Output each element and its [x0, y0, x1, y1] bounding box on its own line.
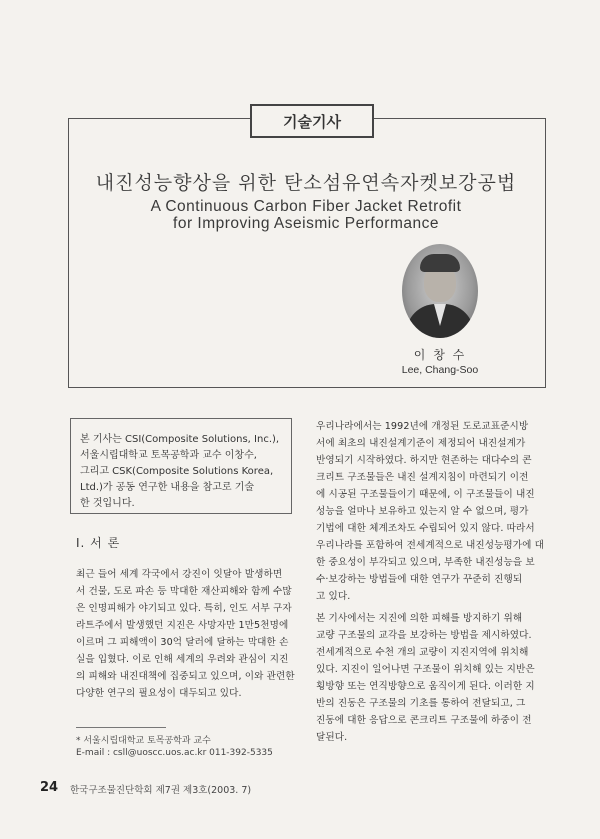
- body-line: 이르며 그 피해액이 30억 달러에 달하는 막대한 손: [76, 637, 289, 648]
- body-line: 달된다.: [316, 732, 348, 743]
- body-line: 다양한 연구의 필요성이 대두되고 있다.: [76, 688, 242, 699]
- body-line: 서에 최초의 내진설계기준이 제정되어 내진설계가: [316, 438, 526, 449]
- body-line: 교량 구조물의 교각을 보강하는 방법을 제시하였다.: [316, 630, 532, 641]
- title-english-line-1: A Continuous Carbon Fiber Jacket Retrofit: [150, 198, 462, 215]
- body-line: 우리나라를 포함하여 전세계적으로 내진성능평가에 대: [316, 540, 545, 551]
- note-line: 그리고 CSK(Composite Solutions Korea,: [80, 466, 274, 477]
- body-line: 우리나라에서는 1992년에 개정된 도로교표준시방: [316, 421, 529, 432]
- body-line: 전세계적으로 수천 개의 교량이 지진지역에 위치해: [316, 647, 529, 658]
- body-line: 횡방향 또는 연직방향으로 움직이게 된다. 이러한 지: [316, 681, 535, 692]
- body-line: 기법에 대한 체계조차도 수립되어 있지 않다. 따라서: [316, 523, 535, 534]
- footnote-contact: E-mail : csll@uoscc.uos.ac.kr 011-392-5335: [76, 748, 273, 758]
- note-line: 한 것입니다.: [80, 498, 135, 509]
- body-line: 진동에 대한 응답으로 콘크리트 구조물에 하중이 전: [316, 715, 532, 726]
- body-line: 수·보강하는 방법들에 대한 연구가 꾸준히 진행되: [316, 574, 523, 585]
- journal-info: 한국구조물진단학회 제7권 제3호(2003. 7): [70, 785, 252, 796]
- note-line: 본 기사는 CSI(Composite Solutions, Inc.),: [80, 434, 280, 445]
- note-line: 서울시립대학교 토목공학과 교수 이창수,: [80, 450, 257, 461]
- body-line: 실을 입혔다. 이로 인해 세계의 우려와 관심이 지진: [76, 654, 289, 665]
- page-number: 24: [40, 780, 59, 795]
- body-line: 라트주에서 발생했던 지진은 사망자만 1만5천명에: [76, 620, 289, 631]
- title-english-line-2: for Improving Aseismic Performance: [173, 215, 439, 232]
- note-line: Ltd.)가 공동 연구한 내용을 참고로 기술: [80, 482, 255, 493]
- title-korean: 내진성능향상을 위한 탄소섬유연속자켓보강공법: [95, 172, 517, 194]
- author-photo: [402, 244, 478, 338]
- body-line: 본 기사에서는 지진에 의한 피해를 방지하기 위해: [316, 613, 523, 624]
- body-line: 의 피해와 내진대책에 집중되고 있으며, 이와 관련한: [76, 671, 295, 682]
- body-line: 반영되기 시작하였다. 하지만 현존하는 대다수의 콘: [316, 455, 532, 466]
- body-line: 크리트 구조물들은 내진 설계지침이 마련되기 이전: [316, 472, 529, 483]
- footnote-rule: [76, 727, 166, 728]
- body-line: 고 있다.: [316, 591, 351, 602]
- body-line: 반의 진동은 구조물의 기초를 통하여 전달되고, 그: [316, 698, 526, 709]
- body-line: 은 인명피해가 야기되고 있다. 특히, 인도 서부 구자: [76, 603, 292, 614]
- body-line: 성능을 얼마나 보유하고 있는지 알 수 없으며, 평가: [316, 506, 529, 517]
- author-name-korean: 이 창 수: [413, 348, 467, 362]
- body-line: 한 중요성이 부각되고 있으며, 부족한 내진성능을 보: [316, 557, 535, 568]
- body-line: 있다. 지진이 일어나면 구조물이 위치해 있는 지반은: [316, 664, 535, 675]
- section-tag: 기술기사: [250, 104, 374, 138]
- footnote-affiliation: * 서울시립대학교 토목공학과 교수: [76, 736, 211, 746]
- section-heading-introduction: I. 서 론: [76, 536, 121, 550]
- body-line: 에 시공된 구조물들이기 때문에, 이 구조물들이 내진: [316, 489, 535, 500]
- body-line: 최근 들어 세계 각국에서 강진이 잇달아 발생하면: [76, 569, 283, 580]
- author-name-english: Lee, Chang-Soo: [401, 364, 479, 376]
- body-line: 서 건물, 도로 파손 등 막대한 재산피해와 함께 수많: [76, 586, 292, 597]
